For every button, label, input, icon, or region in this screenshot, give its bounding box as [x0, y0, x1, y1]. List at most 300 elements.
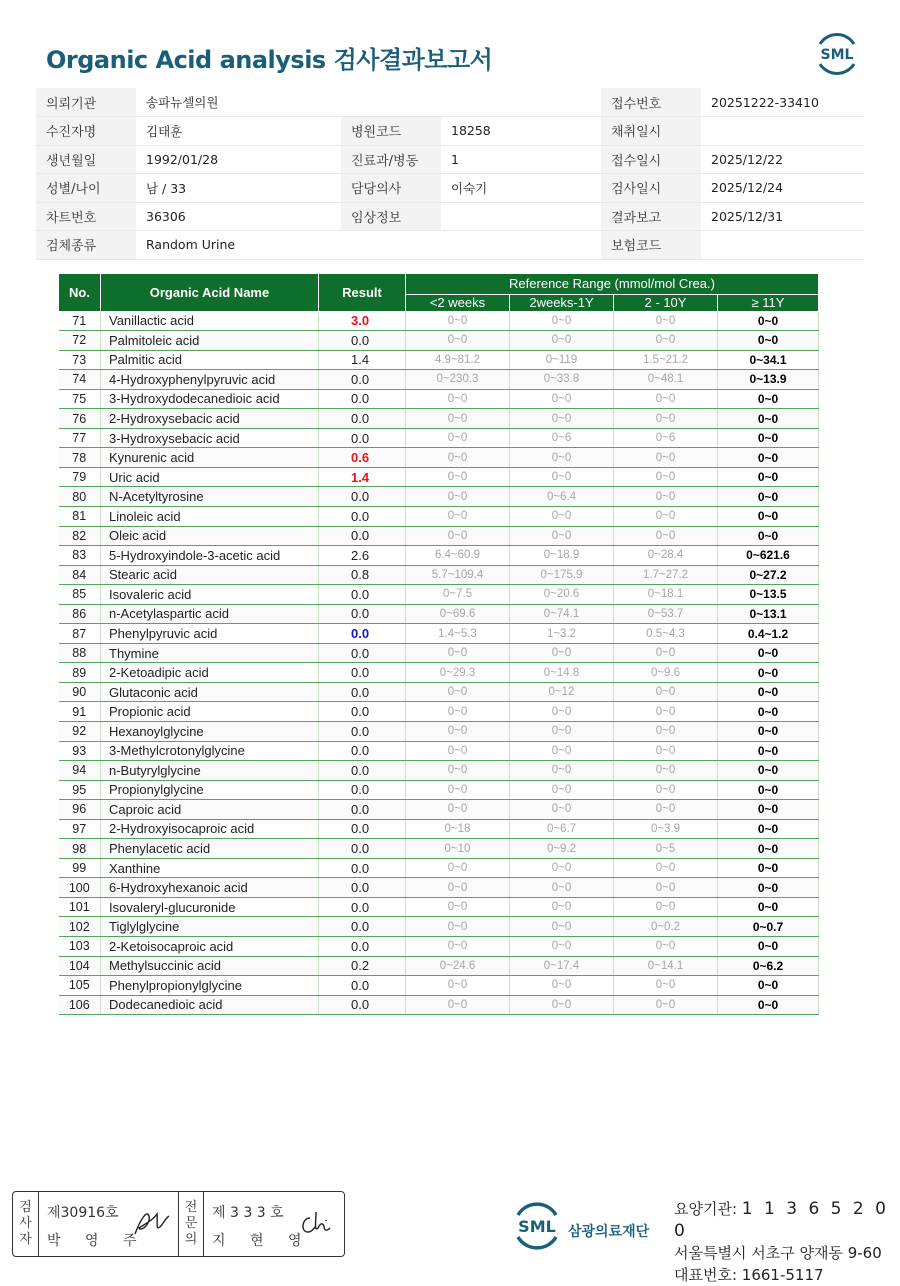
row-number: 104	[59, 956, 101, 976]
ref-range-under-2-weeks: 0~0	[406, 682, 510, 702]
examiner-role-char: 자	[19, 1232, 32, 1247]
row-number: 105	[59, 976, 101, 996]
ref-range-2-10y: 0~0	[614, 389, 718, 409]
ref-range-11y-plus: 0~0	[718, 839, 819, 859]
row-number: 97	[59, 819, 101, 839]
info-label: 채취일시	[601, 117, 701, 146]
info-value: 김태훈	[136, 117, 341, 146]
ref-range-2-weeks-1y: 0~17.4	[510, 956, 614, 976]
row-number: 72	[59, 331, 101, 351]
result-value	[319, 761, 406, 781]
acid-name: Thymine	[101, 643, 319, 663]
ref-range-under-2-weeks: 0~0	[406, 643, 510, 663]
ref-range-2-weeks-1y: 0~74.1	[510, 604, 614, 624]
table-row	[59, 370, 819, 390]
ref-range-under-2-weeks: 0~0	[406, 878, 510, 898]
ref-range-under-2-weeks: 0~7.5	[406, 585, 510, 605]
result-text: 0.0	[351, 411, 370, 426]
row-number: 100	[59, 878, 101, 898]
acid-name: 2-Hydroxyisocaproic acid	[101, 819, 319, 839]
ref-range-2-10y: 0~0	[614, 741, 718, 761]
ref-range-under-2-weeks: 0~10	[406, 839, 510, 859]
ref-range-2-weeks-1y: 0~0	[510, 721, 614, 741]
ref-range-11y-plus: 0~0	[718, 487, 819, 507]
organization-name: 삼광의료재단	[568, 1224, 650, 1240]
result-flag-high: 3.0	[351, 313, 370, 329]
acid-name: Caproic acid	[101, 800, 319, 820]
specialist-role-char: 의	[184, 1232, 198, 1247]
result-text: 0.0	[351, 665, 370, 681]
ref-range-2-weeks-1y: 0~0	[510, 467, 614, 487]
ref-range-under-2-weeks: 0~0	[406, 467, 510, 487]
result-text: 0.0	[351, 821, 370, 837]
result-text: 0.0	[351, 586, 370, 602]
acid-name: Propionylglycine	[101, 780, 319, 800]
ref-range-2-weeks-1y: 0~0	[510, 702, 614, 722]
ref-range-2-10y: 0~0	[614, 409, 718, 429]
row-number: 71	[59, 311, 101, 331]
table-row	[59, 311, 819, 331]
table-row	[59, 389, 819, 409]
result-value	[319, 448, 406, 468]
result-text: 0.0	[351, 880, 370, 896]
ref-range-under-2-weeks: 0~0	[406, 761, 510, 781]
acid-name: Vanillactic acid	[101, 311, 319, 331]
ref-range-under-2-weeks: 0~0	[406, 976, 510, 996]
ref-range-2-weeks-1y: 0~0	[510, 506, 614, 526]
info-label: 담당의사	[341, 174, 441, 203]
ref-range-under-2-weeks: 0~0	[406, 721, 510, 741]
ref-range-2-10y: 0~0	[614, 487, 718, 507]
info-value	[441, 231, 601, 260]
table-row	[59, 682, 819, 702]
row-number: 106	[59, 995, 101, 1015]
acid-name: Uric acid	[101, 467, 319, 487]
ref-range-11y-plus: 0~0	[718, 506, 819, 526]
table-row	[59, 565, 819, 585]
ref-range-11y-plus: 0~0	[718, 331, 819, 351]
specialist-handwritten-signature-icon	[296, 1206, 340, 1240]
ref-range-under-2-weeks: 0~0	[406, 526, 510, 546]
col-header-reference: Reference Range (mmol/mol Crea.)	[406, 274, 819, 294]
patient-info-table	[36, 88, 864, 260]
examiner-signature	[39, 1192, 178, 1256]
info-label: 성별/나이	[36, 174, 136, 203]
row-number: 94	[59, 761, 101, 781]
info-label	[341, 231, 441, 260]
row-number: 98	[59, 839, 101, 859]
ref-range-2-10y: 0~0	[614, 937, 718, 957]
col-header-range-1: <2 weeks	[406, 294, 510, 311]
result-text: 0.0	[351, 606, 370, 622]
ref-range-under-2-weeks: 0~29.3	[406, 663, 510, 683]
acid-name: n-Butyrylglycine	[101, 761, 319, 781]
row-number: 95	[59, 780, 101, 800]
row-number: 91	[59, 702, 101, 722]
info-label	[341, 88, 441, 117]
result-value	[319, 604, 406, 624]
acid-name: Palmitoleic acid	[101, 331, 319, 351]
acid-name: 2-Hydroxysebacic acid	[101, 409, 319, 429]
ref-range-2-weeks-1y: 0~175.9	[510, 565, 614, 585]
info-label: 의뢰기관	[36, 88, 136, 117]
acid-name: 2-Ketoadipic acid	[101, 663, 319, 683]
result-value	[319, 702, 406, 722]
result-text: 0.0	[351, 489, 370, 505]
acid-name: Tiglylglycine	[101, 917, 319, 937]
ref-range-11y-plus: 0~6.2	[718, 956, 819, 976]
ref-range-2-weeks-1y: 0~0	[510, 409, 614, 429]
result-value	[319, 878, 406, 898]
info-value: 2025/12/22	[701, 145, 864, 174]
row-number: 81	[59, 506, 101, 526]
row-number: 80	[59, 487, 101, 507]
table-row	[59, 350, 819, 370]
info-value: 36306	[136, 202, 341, 231]
table-row	[59, 448, 819, 468]
ref-range-2-10y: 0~0	[614, 702, 718, 722]
ref-range-2-weeks-1y: 0~0	[510, 643, 614, 663]
row-number: 96	[59, 800, 101, 820]
result-value	[319, 311, 406, 331]
ref-range-2-weeks-1y: 0~9.2	[510, 839, 614, 859]
row-number: 77	[59, 428, 101, 448]
info-label: 병원코드	[341, 117, 441, 146]
result-value	[319, 624, 406, 644]
examiner-role	[13, 1192, 39, 1256]
ref-range-11y-plus: 0~0	[718, 389, 819, 409]
ref-range-2-weeks-1y: 0~0	[510, 976, 614, 996]
result-flag-low: 0.0	[351, 626, 370, 642]
result-value	[319, 506, 406, 526]
acid-name: Phenylpropionylglycine	[101, 976, 319, 996]
ref-range-2-10y: 0~0	[614, 995, 718, 1015]
acid-name: Linoleic acid	[101, 506, 319, 526]
table-row	[59, 409, 819, 429]
ref-range-under-2-weeks: 0~18	[406, 819, 510, 839]
acid-name: Xanthine	[101, 858, 319, 878]
acid-name: 3-Hydroxydodecanedioic acid	[101, 389, 319, 409]
care-no-label: 요양기관:	[674, 1200, 742, 1218]
ref-range-2-10y: 0~0	[614, 721, 718, 741]
result-value	[319, 526, 406, 546]
info-label: 검사일시	[601, 174, 701, 203]
table-row	[59, 741, 819, 761]
result-value	[319, 409, 406, 429]
acid-name: Propionic acid	[101, 702, 319, 722]
result-text: 0.0	[351, 977, 370, 993]
info-label: 보험코드	[601, 231, 701, 260]
ref-range-11y-plus: 0~13.9	[718, 370, 819, 390]
table-row	[59, 506, 819, 526]
result-text: 0.0	[351, 391, 370, 407]
ref-range-11y-plus: 0~0	[718, 663, 819, 683]
info-value: 1992/01/28	[136, 145, 341, 174]
ref-range-2-10y: 0~0	[614, 506, 718, 526]
ref-range-11y-plus: 0~27.2	[718, 565, 819, 585]
acid-name: Palmitic acid	[101, 350, 319, 370]
ref-range-2-weeks-1y: 0~0	[510, 800, 614, 820]
ref-range-2-10y: 0~0	[614, 858, 718, 878]
result-value	[319, 487, 406, 507]
result-text: 0.0	[351, 762, 370, 778]
table-row	[59, 721, 819, 741]
row-number: 103	[59, 937, 101, 957]
result-value	[319, 897, 406, 917]
ref-range-11y-plus: 0~0	[718, 448, 819, 468]
table-row	[59, 800, 819, 820]
result-text: 0.0	[351, 332, 370, 348]
col-header-range-2: 2weeks-1Y	[510, 294, 614, 311]
ref-range-2-10y: 0~0	[614, 800, 718, 820]
row-number: 99	[59, 858, 101, 878]
acid-name: 2-Ketoisocaproic acid	[101, 937, 319, 957]
result-value	[319, 819, 406, 839]
row-number: 73	[59, 350, 101, 370]
info-value: 송파뉴셀의원	[136, 88, 341, 117]
ref-range-2-10y: 0~0	[614, 761, 718, 781]
ref-range-2-10y: 0~0	[614, 467, 718, 487]
acid-name: Methylsuccinic acid	[101, 956, 319, 976]
table-row	[59, 604, 819, 624]
ref-range-11y-plus: 0~0	[718, 643, 819, 663]
ref-range-11y-plus: 0~0	[718, 858, 819, 878]
col-header-no: No.	[59, 274, 101, 311]
result-text: 0.0	[351, 508, 370, 524]
organic-acid-results-table	[58, 274, 819, 1015]
ref-range-2-10y: 0~5	[614, 839, 718, 859]
acid-name: 3-Hydroxysebacic acid	[101, 428, 319, 448]
ref-range-2-weeks-1y: 0~12	[510, 682, 614, 702]
info-value	[441, 88, 601, 117]
ref-range-11y-plus: 0~0	[718, 761, 819, 781]
table-row	[59, 585, 819, 605]
info-label: 결과보고	[601, 202, 701, 231]
result-text: 0.0	[351, 528, 370, 544]
ref-range-11y-plus: 0~0	[718, 467, 819, 487]
result-text: 0.0	[351, 723, 370, 739]
info-row	[36, 231, 864, 260]
ref-range-11y-plus: 0~0	[718, 937, 819, 957]
signature-box	[12, 1191, 345, 1257]
ref-range-2-10y: 0~0	[614, 976, 718, 996]
result-value	[319, 800, 406, 820]
result-value	[319, 663, 406, 683]
ref-range-11y-plus: 0~0	[718, 721, 819, 741]
ref-range-2-10y: 0~9.6	[614, 663, 718, 683]
ref-range-2-weeks-1y: 0~6.7	[510, 819, 614, 839]
table-row	[59, 761, 819, 781]
ref-range-under-2-weeks: 0~0	[406, 448, 510, 468]
acid-name: Oleic acid	[101, 526, 319, 546]
info-label: 임상정보	[341, 202, 441, 231]
info-value: Random Urine	[136, 231, 341, 260]
ref-range-11y-plus: 0~13.5	[718, 585, 819, 605]
row-number: 78	[59, 448, 101, 468]
ref-range-2-10y: 0~0	[614, 682, 718, 702]
examiner-handwritten-signature-icon	[131, 1206, 175, 1240]
ref-range-under-2-weeks: 0~24.6	[406, 956, 510, 976]
ref-range-under-2-weeks: 4.9~81.2	[406, 350, 510, 370]
result-value	[319, 956, 406, 976]
row-number: 82	[59, 526, 101, 546]
ref-range-11y-plus: 0~0	[718, 800, 819, 820]
col-header-range-4: ≥ 11Y	[718, 294, 819, 311]
result-value	[319, 976, 406, 996]
table-row	[59, 331, 819, 351]
phone-label: 대표번호:	[674, 1266, 742, 1284]
acid-name: N-Acetyltyrosine	[101, 487, 319, 507]
sml-logo-text: SML	[820, 47, 854, 63]
sml-logo-icon	[812, 30, 862, 76]
info-row	[36, 174, 864, 203]
row-number: 88	[59, 643, 101, 663]
ref-range-11y-plus: 0~0	[718, 878, 819, 898]
ref-range-under-2-weeks: 0~230.3	[406, 370, 510, 390]
ref-range-11y-plus: 0~0	[718, 682, 819, 702]
row-number: 76	[59, 409, 101, 429]
row-number: 87	[59, 624, 101, 644]
result-text: 0.0	[351, 704, 370, 720]
ref-range-2-10y: 0~0.2	[614, 917, 718, 937]
ref-range-2-10y: 0~18.1	[614, 585, 718, 605]
ref-range-2-10y: 0~0	[614, 780, 718, 800]
acid-name: 5-Hydroxyindole-3-acetic acid	[101, 546, 319, 566]
result-value	[319, 937, 406, 957]
ref-range-2-weeks-1y: 0~0	[510, 878, 614, 898]
result-text: 0.0	[351, 938, 370, 954]
ref-range-2-weeks-1y: 0~20.6	[510, 585, 614, 605]
ref-range-2-10y: 0~0	[614, 878, 718, 898]
ref-range-under-2-weeks: 1.4~5.3	[406, 624, 510, 644]
phone-number: 1661-5117	[741, 1266, 824, 1284]
ref-range-2-weeks-1y: 0~0	[510, 858, 614, 878]
info-label: 수진자명	[36, 117, 136, 146]
ref-range-2-weeks-1y: 0~6	[510, 428, 614, 448]
specialist-role-char: 문	[184, 1216, 198, 1231]
table-row	[59, 643, 819, 663]
ref-range-under-2-weeks: 6.4~60.9	[406, 546, 510, 566]
ref-range-under-2-weeks: 0~0	[406, 741, 510, 761]
ref-range-under-2-weeks: 0~0	[406, 331, 510, 351]
ref-range-under-2-weeks: 0~0	[406, 917, 510, 937]
row-number: 101	[59, 897, 101, 917]
ref-range-2-weeks-1y: 0~119	[510, 350, 614, 370]
acid-name: Glutaconic acid	[101, 682, 319, 702]
ref-range-2-weeks-1y: 0~0	[510, 897, 614, 917]
ref-range-2-weeks-1y: 0~0	[510, 389, 614, 409]
info-value: 18258	[441, 117, 601, 146]
ref-range-2-10y: 0~3.9	[614, 819, 718, 839]
ref-range-2-weeks-1y: 0~0	[510, 917, 614, 937]
ref-range-under-2-weeks: 0~69.6	[406, 604, 510, 624]
row-number: 75	[59, 389, 101, 409]
info-row	[36, 145, 864, 174]
result-value	[319, 643, 406, 663]
examiner-role-char: 검	[19, 1200, 32, 1215]
acid-name: 6-Hydroxyhexanoic acid	[101, 878, 319, 898]
ref-range-under-2-weeks: 0~0	[406, 487, 510, 507]
ref-range-under-2-weeks: 0~0	[406, 995, 510, 1015]
result-value	[319, 331, 406, 351]
ref-range-2-weeks-1y: 0~0	[510, 780, 614, 800]
info-row	[36, 88, 864, 117]
acid-name: Isovaleryl-glucuronide	[101, 897, 319, 917]
ref-range-11y-plus: 0~0	[718, 995, 819, 1015]
table-row	[59, 976, 819, 996]
table-row	[59, 487, 819, 507]
acid-name: Dodecanedioic acid	[101, 995, 319, 1015]
table-row	[59, 467, 819, 487]
ref-range-2-10y: 0~0	[614, 526, 718, 546]
acid-name: n-Acetylaspartic acid	[101, 604, 319, 624]
result-value	[319, 370, 406, 390]
table-row	[59, 624, 819, 644]
result-value	[319, 428, 406, 448]
table-row	[59, 917, 819, 937]
table-row	[59, 780, 819, 800]
ref-range-under-2-weeks: 0~0	[406, 897, 510, 917]
ref-range-2-weeks-1y: 0~6.4	[510, 487, 614, 507]
acid-name: 3-Methylcrotonylglycine	[101, 741, 319, 761]
info-value	[441, 202, 601, 231]
table-row	[59, 897, 819, 917]
info-label: 검체종류	[36, 231, 136, 260]
ref-range-2-weeks-1y: 0~14.8	[510, 663, 614, 683]
info-label: 차트번호	[36, 202, 136, 231]
ref-range-11y-plus: 0.4~1.2	[718, 624, 819, 644]
specialist-role	[178, 1192, 204, 1256]
info-value: 이숙기	[441, 174, 601, 203]
ref-range-2-weeks-1y: 0~0	[510, 526, 614, 546]
ref-range-11y-plus: 0~0.7	[718, 917, 819, 937]
report-title: Organic Acid analysis 검사결과보고서	[46, 46, 493, 74]
ref-range-2-10y: 0~6	[614, 428, 718, 448]
table-row	[59, 839, 819, 859]
ref-range-under-2-weeks: 0~0	[406, 428, 510, 448]
info-label: 생년월일	[36, 145, 136, 174]
result-value	[319, 995, 406, 1015]
result-value	[319, 721, 406, 741]
table-row	[59, 858, 819, 878]
result-text: 2.6	[351, 547, 370, 563]
ref-range-11y-plus: 0~0	[718, 897, 819, 917]
care-no: 1 1 3 6 5 2 0 0	[674, 1199, 889, 1241]
result-value	[319, 741, 406, 761]
ref-range-11y-plus: 0~13.1	[718, 604, 819, 624]
info-value: 2025/12/24	[701, 174, 864, 203]
result-text: 0.0	[351, 801, 370, 817]
row-number: 85	[59, 585, 101, 605]
ref-range-2-10y: 0~28.4	[614, 546, 718, 566]
ref-range-2-10y: 0~0	[614, 448, 718, 468]
row-number: 92	[59, 721, 101, 741]
result-text: 0.8	[351, 567, 370, 583]
col-header-result: Result	[319, 274, 406, 311]
info-value: 1	[441, 145, 601, 174]
result-text: 0.0	[351, 899, 370, 915]
examiner-license-no: 제30916호	[47, 1205, 119, 1221]
ref-range-11y-plus: 0~0	[718, 780, 819, 800]
result-value	[319, 839, 406, 859]
address: 서울특별시 서초구 양재동 9-60	[674, 1244, 882, 1262]
ref-range-2-weeks-1y: 1~3.2	[510, 624, 614, 644]
row-number: 74	[59, 370, 101, 390]
ref-range-under-2-weeks: 0~0	[406, 800, 510, 820]
ref-range-2-10y: 0~0	[614, 897, 718, 917]
specialist-signature	[204, 1192, 343, 1256]
ref-range-2-weeks-1y: 0~0	[510, 331, 614, 351]
